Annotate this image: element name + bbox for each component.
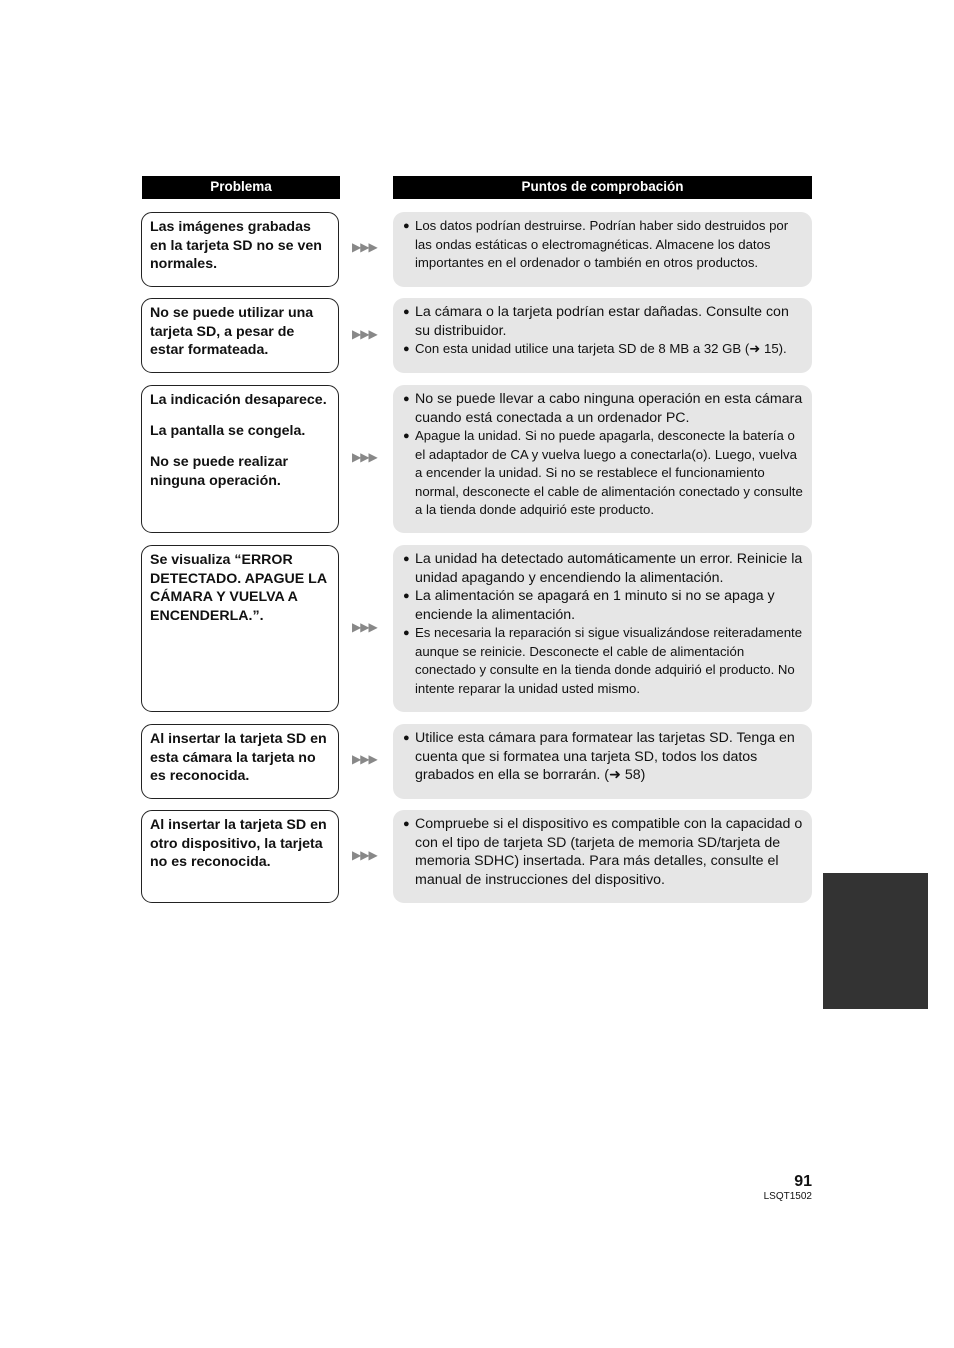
check-item	[403, 624, 804, 698]
bullet-icon: ●	[403, 627, 410, 639]
problem-column-header: Problema	[142, 176, 340, 199]
check-item	[403, 729, 804, 785]
checks-box-6	[393, 810, 812, 903]
check-item	[403, 550, 804, 587]
bullet-icon: ●	[403, 553, 410, 565]
check-text: Los datos podrían destruirse. Podrían haber sido destruidos por las ondas estáticas o electromagnéticas. Almacene los datos importantes en el ordenador o también en otros productos.	[415, 218, 789, 270]
check-text: No se puede llevar a cabo ninguna operación en esta cámara cuando está conectada a un ordenador PC.	[415, 391, 803, 426]
arrow-icon: ▶▶▶	[352, 240, 377, 254]
check-text: Apague la unidad. Si no puede apagarla, desconecte la batería o el adaptador de CA y vuelva luego a conectarla(o). Luego, vuelva a encender la unidad. Si no se restablece el funcionamiento normal, desconecte el cable de alimentación conectado y consulte a la tienda donde adquirió este producto.	[415, 428, 803, 517]
check-item	[403, 303, 804, 340]
arrow-icon: ▶▶▶	[352, 327, 377, 341]
problem-box-3	[141, 385, 339, 533]
bullet-icon: ●	[403, 590, 410, 602]
bullet-icon: ●	[403, 220, 410, 232]
problem-box-1	[141, 212, 339, 287]
problem-text: No se puede utilizar una tarjeta SD, a pesar de estar formateada.	[150, 305, 314, 358]
page-number: 91	[794, 1173, 812, 1190]
bullet-icon: ●	[403, 306, 410, 318]
arrow-icon: ▶▶▶	[352, 450, 377, 464]
check-text: Compruebe si el dispositivo es compatible con la capacidad o con el tipo de tarjeta SD (tarjeta de memoria SD/tarjeta de memoria SDHC) insertada. Para más detalles, consulte el manual de instrucciones del dispositivo.	[415, 816, 803, 888]
checks-box-5	[393, 724, 812, 799]
bullet-icon: ●	[403, 732, 410, 744]
arrow-icon: ▶▶▶	[352, 620, 377, 634]
bullet-icon: ●	[403, 818, 410, 830]
check-item	[403, 340, 804, 359]
problem-text: Al insertar la tarjeta SD en esta cámara la tarjeta no es reconocida.	[150, 731, 327, 784]
section-side-tab	[823, 873, 928, 1009]
check-text: La alimentación se apagará en 1 minuto si no se apaga y enciende la alimentación.	[415, 588, 775, 623]
bullet-icon: ●	[403, 343, 410, 355]
bullet-icon: ●	[403, 393, 410, 405]
check-item	[403, 217, 804, 273]
arrow-icon: ▶▶▶	[352, 848, 377, 862]
check-text: Utilice esta cámara para formatear las tarjetas SD. Tenga en cuenta que si formatea una tarjeta SD, todos los datos grabados en ella se borrarán. (➜ 58)	[415, 730, 795, 783]
problem-box-5	[141, 724, 339, 799]
check-text: Con esta unidad utilice una tarjeta SD de 8 MB a 32 GB (➜ 15).	[415, 341, 787, 356]
checks-box-4	[393, 545, 812, 712]
problem-text: La pantalla se congela.	[150, 423, 306, 439]
problem-text: Se visualiza “ERROR DETECTADO. APAGUE LA CÁMARA Y VUELVA A ENCENDERLA.”.	[150, 552, 327, 624]
checks-box-3	[393, 385, 812, 533]
arrow-icon: ▶▶▶	[352, 752, 377, 766]
problem-box-2	[141, 298, 339, 373]
checks-box-1	[393, 212, 812, 287]
problem-text: Al insertar la tarjeta SD en otro dispositivo, la tarjeta no es reconocida.	[150, 817, 327, 870]
problem-text: No se puede realizar ninguna operación.	[150, 454, 288, 489]
check-text: La cámara o la tarjeta podrían estar dañadas. Consulte con su distribuidor.	[415, 304, 789, 339]
problem-box-4	[141, 545, 339, 712]
checks-box-2	[393, 298, 812, 373]
check-item	[403, 587, 804, 624]
problem-text: Las imágenes grabadas en la tarjeta SD no se ven normales.	[150, 219, 322, 272]
bullet-icon: ●	[403, 430, 410, 442]
check-item	[403, 815, 804, 889]
check-text: La unidad ha detectado automáticamente un error. Reinicie la unidad apagando y encendiendo la alimentación.	[415, 551, 803, 586]
problem-text: La indicación desaparece.	[150, 392, 327, 408]
document-code: LSQT1502	[763, 1191, 812, 1202]
check-item	[403, 427, 804, 520]
problem-box-6	[141, 810, 339, 903]
checks-column-header: Puntos de comprobación	[393, 176, 812, 199]
check-text: Es necesaria la reparación si sigue visualizándose reiteradamente aunque se reinicie. Desconecte el cable de alimentación conectado y consulte en la tienda donde adquirió el producto. No intente reparar la unidad usted mismo.	[415, 625, 803, 696]
check-item	[403, 390, 804, 427]
